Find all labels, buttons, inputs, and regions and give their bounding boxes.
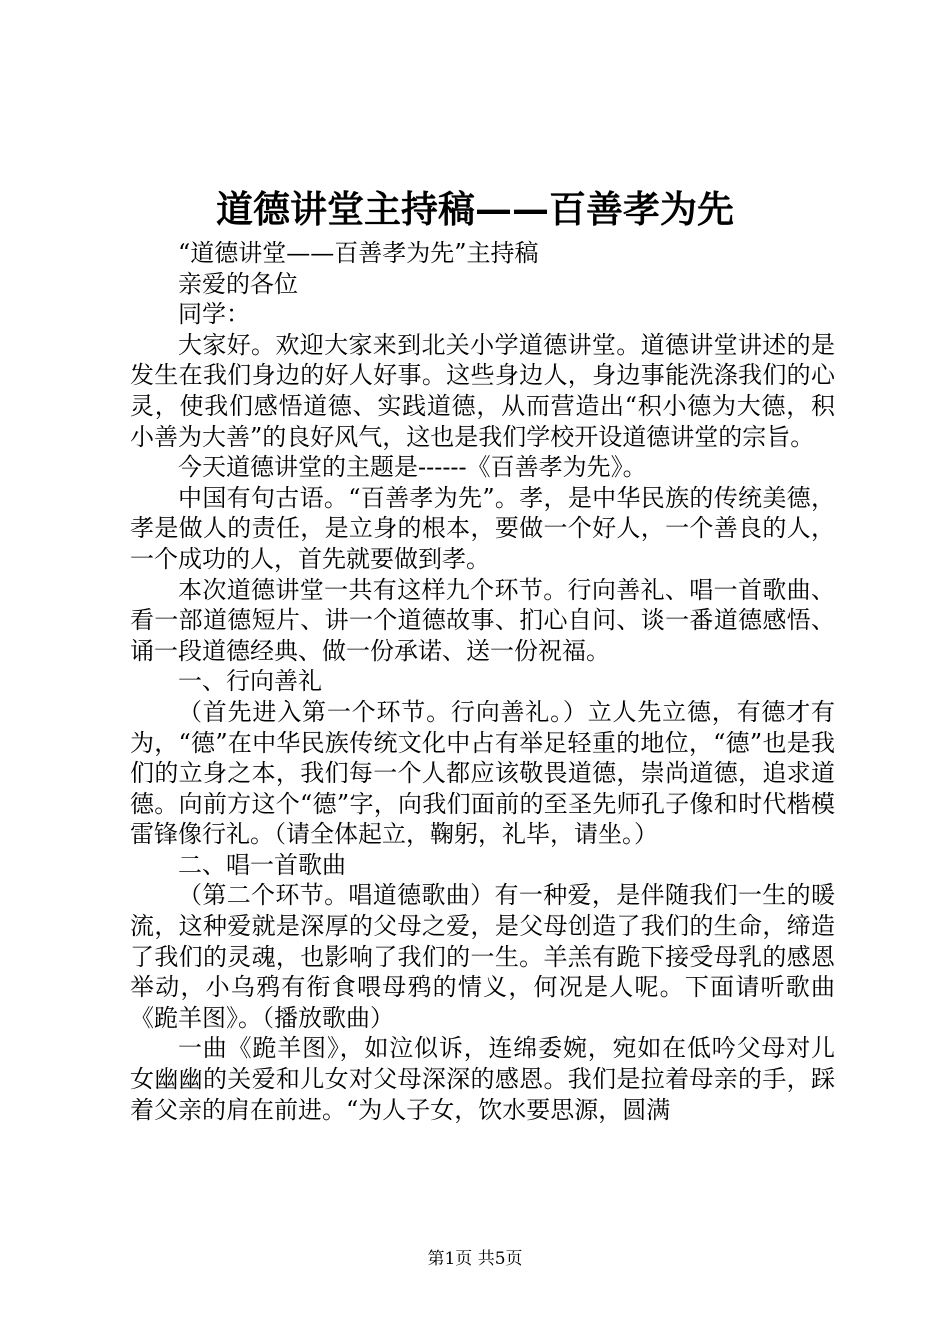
salutation-line: 同学： [178, 300, 250, 329]
body-paragraph: 本次道德讲堂一共有这样九个环节。行向善礼、唱一首歌曲、看一部道德短片、讲一个道德故事、扪心自问、谈一番道德感悟、诵一段道德经典、做一份承诺、送一份祝福。 [130, 575, 835, 665]
body-paragraph: 大家好。欢迎大家来到北关小学道德讲堂。道德讲堂讲述的是发生在我们身边的好人好事。这些身边人，身边事能洗涤我们的心灵，使我们感悟道德、实践道德，从而营造出“积小德为大德，积小善为大善”的良好风气，这也是我们学校开设道德讲堂的宗旨。 [130, 330, 835, 451]
document-body [130, 238, 835, 1125]
page-footer: 第1页 共5页 [427, 1249, 523, 1269]
section-heading: 一、行向善礼 [178, 667, 322, 696]
body-paragraph: （第二个环节。唱道德歌曲）有一种爱，是伴随我们一生的暖流，这种爱就是深厚的父母之爱，是父母创造了我们的生命，缔造了我们的灵魂，也影响了我们的一生。羊羔有跪下接受母乳的感恩举动，小乌鸦有衔食喂母鸦的情义，何况是人呢。下面请听歌曲《跪羊图》。（播放歌曲） [130, 881, 835, 1032]
body-paragraph: （首先进入第一个环节。行向善礼。）立人先立德，有德才有为，“德”在中华民族传统文化中占有举足轻重的地位，“德”也是我们的立身之本，我们每一个人都应该敬畏道德，崇尚道德，追求道德。向前方这个“德”字，向我们面前的至圣先师孔子像和时代楷模雷锋像行礼。（请全体起立，鞠躬，礼毕，请坐。） [130, 697, 835, 849]
salutation-line: 亲爱的各位 [178, 269, 298, 298]
body-paragraph: 中国有句古语。“百善孝为先”。孝，是中华民族的传统美德，孝是做人的责任，是立身的根本，要做一个好人，一个善良的人，一个成功的人，首先就要做到孝。 [130, 483, 835, 573]
subtitle-line: “道德讲堂——百善孝为先”主持稿 [178, 239, 539, 267]
page-title: 道德讲堂主持稿——百善孝为先 [216, 187, 734, 231]
body-paragraph: 今天道德讲堂的主题是------《百善孝为先》。 [178, 453, 647, 482]
section-heading: 二、唱一首歌曲 [178, 850, 346, 879]
body-paragraph: 一曲《跪羊图》，如泣似诉，连绵委婉，宛如在低吟父母对儿女幽幽的关爱和儿女对父母深深的感恩。我们是拉着母亲的手，踩着父亲的肩在前进。“为人子女，饮水要思源，圆满 [130, 1034, 835, 1124]
